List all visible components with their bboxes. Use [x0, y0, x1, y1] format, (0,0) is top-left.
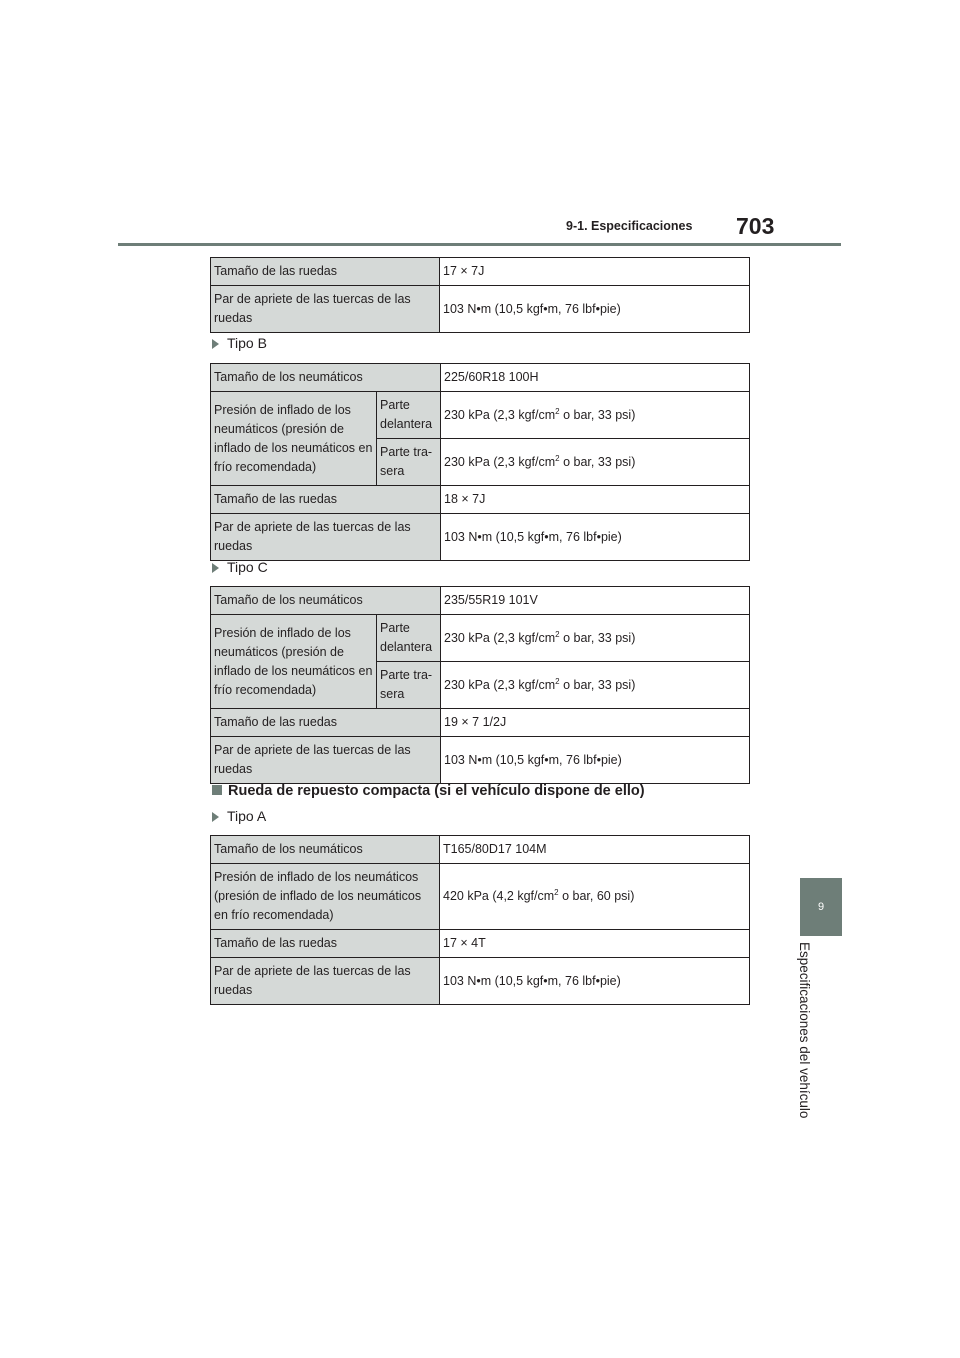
- torque-value: 103 N•m (10,5 kgf•m, 76 lbf•pie): [440, 958, 750, 1005]
- chapter-number: 9: [817, 901, 825, 913]
- torque-label: Par de apriete de las tuercas de las ruedas: [211, 737, 441, 784]
- wheel-size-label: Tamaño de las ruedas: [211, 709, 441, 737]
- wheel-size-value: 18 × 7J: [441, 486, 750, 514]
- torque-label: Par de apriete de las tuercas de las ruedas: [211, 286, 440, 333]
- square-bullet-icon: [212, 785, 222, 795]
- wheel-size-value: 19 × 7 1/2J: [441, 709, 750, 737]
- front-pressure-value: 230 kPa (2,3 kgf/$cm^2$ o bar, 33 psi): [441, 615, 750, 662]
- table-row: [211, 930, 750, 958]
- section-title: 9-1. Especificaciones: [566, 219, 693, 233]
- tipo-a-heading: [212, 808, 266, 824]
- rear-label: Parte tra-sera: [377, 439, 441, 486]
- table-row: [211, 514, 750, 561]
- table-row: [211, 836, 750, 864]
- spare-wheel-heading: [212, 783, 645, 799]
- rear-label: Parte tra-sera: [377, 662, 441, 709]
- chapter-side-label-text: Especificaciones del vehículo: [797, 942, 812, 1119]
- tire-size-value: 235/55R19 101V: [441, 587, 750, 615]
- chapter-side-label: [794, 942, 812, 1132]
- table-row: [211, 587, 750, 615]
- tipo-b-table: [210, 363, 750, 561]
- table-row: [211, 709, 750, 737]
- front-label: Parte delantera: [377, 392, 441, 439]
- triangle-bullet-icon: [212, 339, 219, 349]
- pressure-label: Presión de inflado de los neumáticos (presión de inflado de los neumáticos en frío recomendada): [211, 392, 377, 486]
- table-row: [211, 486, 750, 514]
- wheel-size-value: 17 × 4T: [440, 930, 750, 958]
- triangle-bullet-icon: [212, 812, 219, 822]
- wheel-size-label: Tamaño de las ruedas: [211, 930, 440, 958]
- wheel-size-value: 17 × 7J: [440, 258, 750, 286]
- top-spec-table: [210, 257, 750, 333]
- front-label: Parte delantera: [377, 615, 441, 662]
- tire-size-label: Tamaño de los neumáticos: [211, 836, 440, 864]
- pressure-label: Presión de inflado de los neumáticos (presión de inflado de los neumáticos en frío recomendada): [211, 864, 440, 930]
- chapter-tab: [800, 878, 842, 936]
- table-row: [211, 286, 750, 333]
- torque-label: Par de apriete de las tuercas de las ruedas: [211, 958, 440, 1005]
- table-row: [211, 864, 750, 930]
- torque-label: Par de apriete de las tuercas de las ruedas: [211, 514, 441, 561]
- page-number: 703: [736, 213, 775, 239]
- front-pressure-value: 230 kPa (2,3 kgf/$cm^2$ o bar, 33 psi): [441, 392, 750, 439]
- triangle-bullet-icon: [212, 563, 219, 573]
- table-row: [211, 737, 750, 784]
- torque-value: 103 N•m (10,5 kgf•m, 76 lbf•pie): [441, 514, 750, 561]
- table-row: [211, 258, 750, 286]
- spare-wheel-heading-text: Rueda de repuesto compacta (si el vehículo dispone de ello): [228, 783, 645, 799]
- torque-value: 103 N•m (10,5 kgf•m, 76 lbf•pie): [440, 286, 750, 333]
- tipo-c-heading-text: Tipo C: [227, 559, 268, 575]
- torque-value: 103 N•m (10,5 kgf•m, 76 lbf•pie): [441, 737, 750, 784]
- tipo-a-heading-text: Tipo A: [227, 808, 267, 824]
- tire-size-value: T165/80D17 104M: [440, 836, 750, 864]
- tipo-c-table: [210, 586, 750, 784]
- header-divider: [118, 243, 841, 246]
- wheel-size-label: Tamaño de las ruedas: [211, 258, 440, 286]
- table-row: [211, 615, 750, 662]
- wheel-size-label: Tamaño de las ruedas: [211, 486, 441, 514]
- tipo-b-heading-text: Tipo B: [227, 335, 267, 351]
- rear-pressure-value: 230 kPa (2,3 kgf/$cm^2$ o bar, 33 psi): [441, 439, 750, 486]
- tipo-c-heading: [212, 559, 268, 575]
- rear-pressure-value: 230 kPa (2,3 kgf/$cm^2$ o bar, 33 psi): [441, 662, 750, 709]
- pressure-label: Presión de inflado de los neumáticos (presión de inflado de los neumáticos en frío recomendada): [211, 615, 377, 709]
- tire-size-label: Tamaño de los neumáticos: [211, 587, 441, 615]
- table-row: [211, 392, 750, 439]
- tipo-b-heading: [212, 335, 267, 351]
- pressure-value: 420 kPa (4,2 kgf/$cm^2$ o bar, 60 psi): [440, 864, 750, 930]
- tire-size-label: Tamaño de los neumáticos: [211, 364, 441, 392]
- table-row: [211, 958, 750, 1005]
- tire-size-value: 225/60R18 100H: [441, 364, 750, 392]
- spare-tipo-a-table: [210, 835, 750, 1005]
- table-row: [211, 364, 750, 392]
